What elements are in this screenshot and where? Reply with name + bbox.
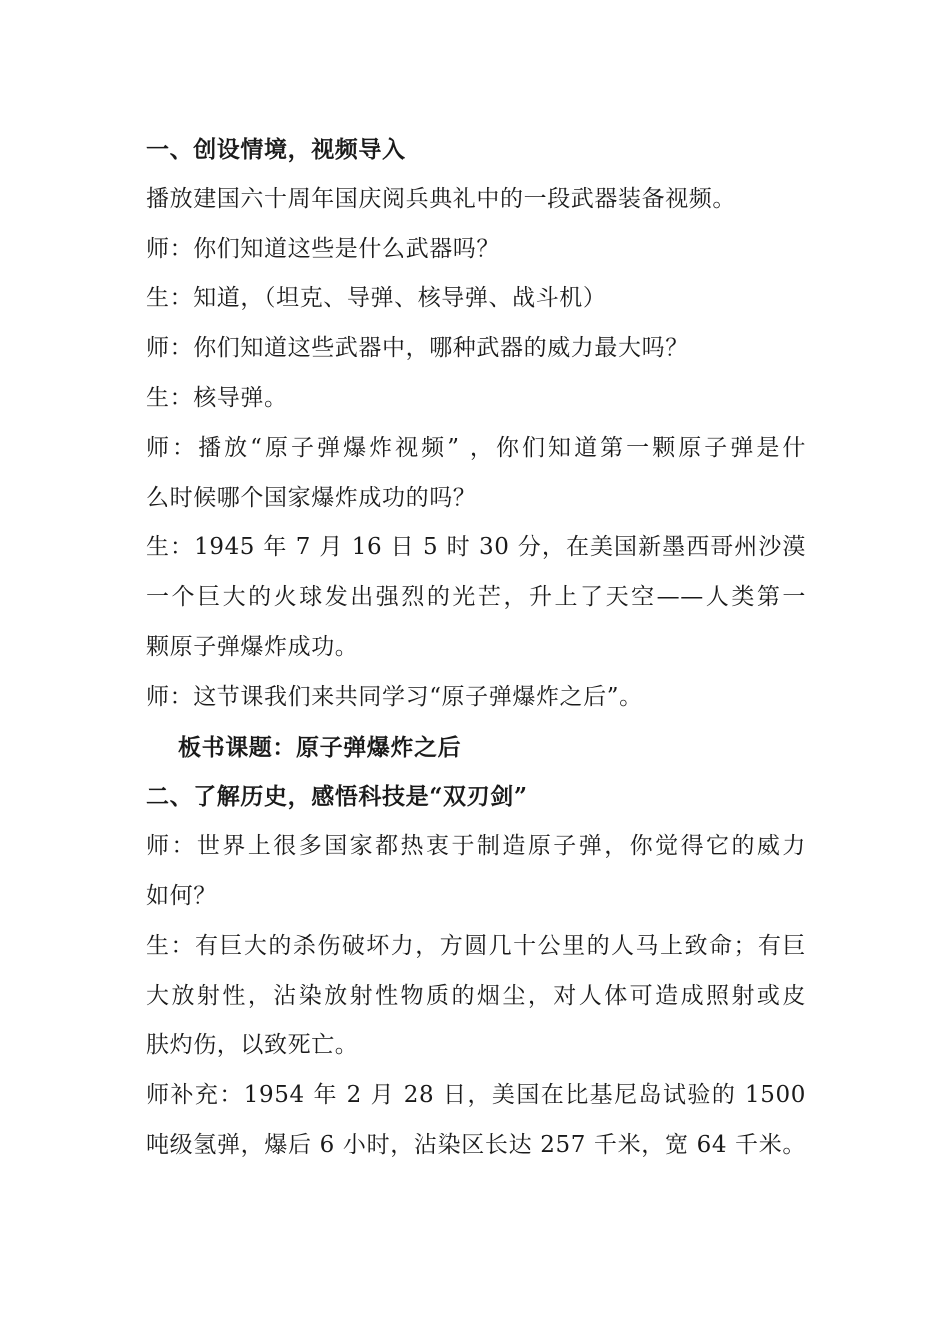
- dialogue-line: 师：播放“原子弹爆炸视频” ，你们知道第一颗原子弹是什: [146, 434, 806, 461]
- dialogue-line: 颗原子弹爆炸成功。: [146, 633, 359, 660]
- dialogue-line: 一个巨大的火球发出强烈的光芒，升上了天空——人类第一: [146, 584, 806, 611]
- dialogue-line: 师：你们知道这些武器中，哪种武器的威力最大吗？: [146, 335, 689, 362]
- dialogue-line: 生：核导弹。: [146, 384, 288, 411]
- dialogue-line: 肤灼伤，以致死亡。: [146, 1032, 359, 1059]
- dialogue-line: 师：你们知道这些是什么武器吗？: [146, 235, 500, 262]
- dialogue-line: 么时候哪个国家爆炸成功的吗？: [146, 484, 477, 511]
- dialogue-line: 生：知道，（坦克、导弹、核导弹、战斗机）: [146, 285, 607, 312]
- dialogue-line: 如何？: [146, 882, 217, 909]
- dialogue-line: 吨级氢弹，爆后 6 小时，沾染区长达 257 千米，宽 64 千米。: [146, 1131, 806, 1158]
- dialogue-line: 师补充：1954 年 2 月 28 日，美国在比基尼岛试验的 1500: [146, 1082, 806, 1109]
- dialogue-line: 师：这节课我们来共同学习“原子弹爆炸之后”。: [146, 683, 643, 710]
- dialogue-line: 生：1945 年 7 月 16 日 5 时 30 分，在美国新墨西哥州沙漠: [146, 534, 806, 561]
- dialogue-line: 师：世界上很多国家都热衷于制造原子弹，你觉得它的威力: [146, 833, 806, 860]
- dialogue-line: 大放射性，沾染放射性物质的烟尘，对人体可造成照射或皮: [146, 982, 806, 1009]
- section-heading-2: 二、了解历史，感悟科技是“双刃剑”: [146, 783, 528, 811]
- paragraph-line: 播放建国六十周年国庆阅兵典礼中的一段武器装备视频。: [146, 185, 736, 212]
- dialogue-line: 生：有巨大的杀伤破坏力，方圆几十公里的人马上致命；有巨: [146, 932, 806, 959]
- section-heading-1: 一、创设情境，视频导入: [146, 136, 406, 163]
- board-title: 板书课题：原子弹爆炸之后: [178, 733, 462, 761]
- document-body: [146, 125, 806, 1171]
